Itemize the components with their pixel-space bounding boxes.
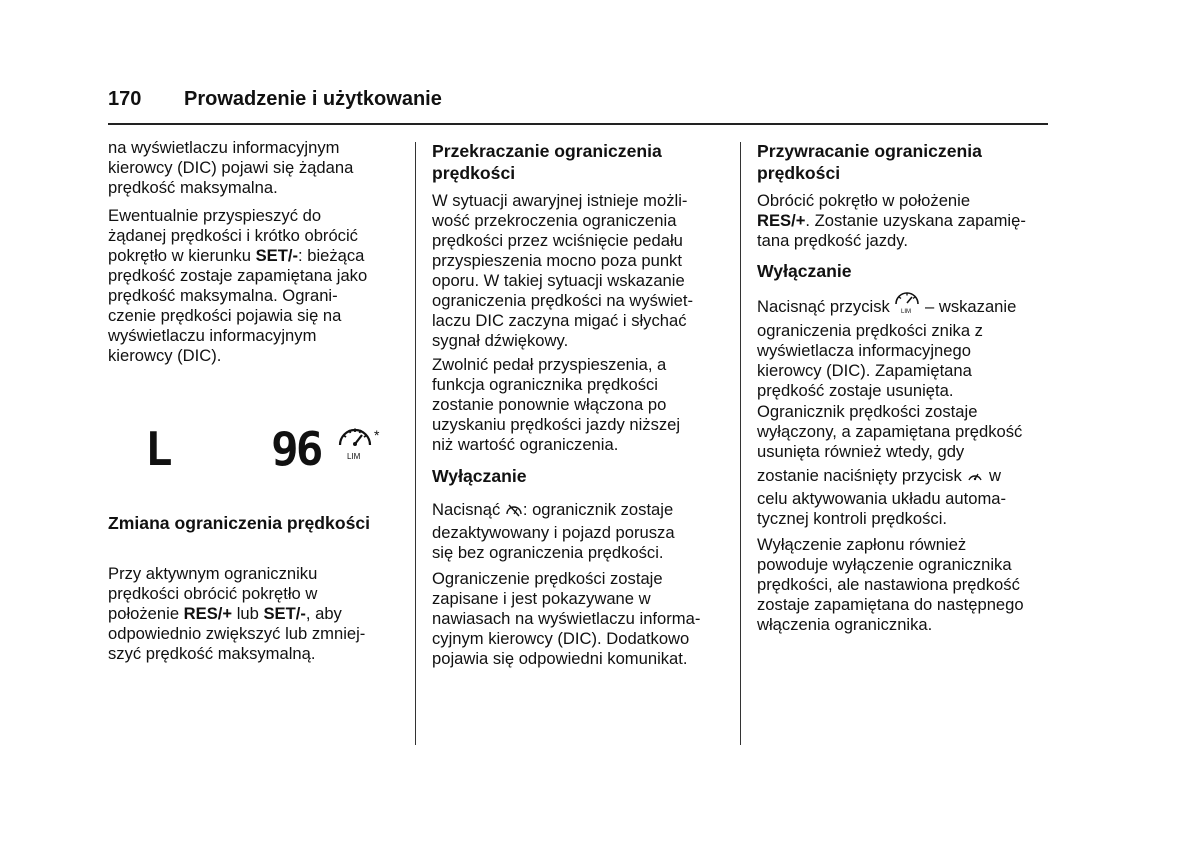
text-line: żądanej prędkości i krótko obrócić [108, 226, 358, 245]
text-span: w [984, 466, 1001, 485]
text-line: Ograniczenie prędkości zostaje [432, 569, 663, 588]
text-line [432, 500, 675, 523]
text-line: Obrócić pokrętło w położenie [757, 191, 971, 210]
speed-limiter-icon [340, 429, 370, 447]
text-span: : ogranicznik zostaje [522, 500, 674, 519]
section-heading [432, 140, 662, 184]
text-line: wyświetlaczu informacyjnym [108, 326, 317, 345]
text-line: prędkości przez wciśnięcie pedału [432, 231, 683, 250]
cruise-control-icon [966, 468, 984, 489]
text-line: tana prędkość jazdy. [757, 231, 908, 250]
column-divider [415, 142, 416, 745]
text-line: tycznej kontroli prędkości. [757, 509, 947, 528]
text-line: Wyłączenie zapłonu również [757, 535, 967, 554]
paragraph [757, 535, 1024, 635]
text-line: oporu. W takiej sytuacji wskazanie [432, 271, 685, 290]
text-line: prędkość maksymalna. Ograni- [108, 286, 338, 305]
text-line: prędkość maksymalna. [108, 178, 278, 197]
section-heading [108, 512, 370, 534]
text-line: celu aktywowania układu automa- [757, 489, 1007, 508]
paragraph [757, 290, 1016, 401]
header-rule [108, 123, 1048, 125]
text-line: przyspieszenia mocno poza punkt [432, 251, 682, 270]
dic-display [145, 424, 390, 470]
text-line: ograniczenia prędkości znika z [757, 321, 983, 340]
heading-text: prędkości [432, 163, 516, 183]
heading-text: Przekraczanie ograniczenia [432, 141, 662, 161]
heading-text: Wyłączanie [432, 466, 527, 486]
dic-speed-value: 96 [271, 424, 321, 470]
text-line: niż wartość ograniczenia. [432, 435, 619, 454]
paragraph [432, 355, 680, 455]
text-line: kierowcy (DIC) pojawi się żądana [108, 158, 354, 177]
control-label-set: SET/- [263, 604, 306, 623]
text-line: się bez ograniczenia prędkości. [432, 543, 664, 562]
text-line: powoduje wyłączenie ogranicznika [757, 555, 1012, 574]
text-line: włączenia ogranicznika. [757, 615, 933, 634]
text-span: , aby [305, 604, 342, 623]
text-line: laczu DIC zaczyna migać i słychać [432, 311, 687, 330]
text-line: ograniczenia prędkości na wyświet- [432, 291, 694, 310]
page-title: Prowadzenie i użytkowanie [184, 88, 442, 110]
text-span: Nacisnąć przycisk [757, 297, 895, 316]
dic-mode-letter: L [145, 424, 173, 470]
text-span: położenie [108, 604, 184, 623]
text-line: W sytuacji awaryjnej istnieje możli- [432, 191, 688, 210]
heading-text: Przywracanie ograniczenia [757, 141, 982, 161]
heading-text: Zmiana ograniczenia prędkości [108, 513, 371, 533]
text-line: funkcja ogranicznika prędkości [432, 375, 658, 394]
text-line: nawiasach na wyświetlaczu informa- [432, 609, 701, 628]
text-span: Nacisnąć [432, 500, 505, 519]
text-line [757, 466, 1022, 489]
text-line: wość przekroczenia ograniczenia [432, 211, 677, 230]
text-line: cyjnym kierowcy (DIC). Dodatkowo [432, 629, 690, 648]
text-line: zostanie ponownie włączona po [432, 395, 667, 414]
paragraph [432, 191, 693, 351]
text-line: prędkości, ale nastawiona prędkość [757, 575, 1020, 594]
text-line: czenie prędkości pojawia się na [108, 306, 342, 325]
text-line: pojawia się odpowiedni komunikat. [432, 649, 688, 668]
control-label-set: SET/- [255, 246, 298, 265]
paragraph [108, 138, 353, 198]
paragraph [757, 191, 1026, 251]
control-label-res: RES/+ [183, 604, 233, 623]
speed-limiter-cancel-icon [505, 502, 523, 523]
section-heading [432, 465, 527, 487]
text-line: Ogranicznik prędkości zostaje [757, 402, 978, 421]
text-line: wyłączony, a zapamiętana prędkość [757, 422, 1023, 441]
text-span: zostanie naciśnięty przycisk [757, 466, 967, 485]
text-line: dezaktywowany i pojazd porusza [432, 523, 675, 542]
text-line: usunięta również wtedy, gdy [757, 442, 965, 461]
paragraph [432, 569, 700, 669]
text-line: wyświetlacza informacyjnego [757, 341, 971, 360]
control-label-res: RES/+ [757, 211, 806, 230]
text-line: uzyskaniu prędkości jazdy niższej [432, 415, 681, 434]
section-heading [757, 140, 982, 184]
text-line: Ewentualnie przyspieszyć do [108, 206, 322, 225]
text-span: – wskazanie [920, 297, 1017, 316]
text-line: sygnał dźwiękowy. [432, 331, 569, 350]
text-line: zostaje zapamiętana do następnego [757, 595, 1024, 614]
text-line: prędkości obrócić pokrętło w [108, 584, 318, 603]
dic-star: * [374, 427, 380, 443]
heading-text: Wyłączanie [757, 261, 852, 281]
paragraph [108, 206, 367, 366]
text-span: lub [232, 604, 264, 623]
svg-text:LIM: LIM [901, 309, 912, 314]
text-line: kierowcy (DIC). Zapamiętana [757, 361, 972, 380]
speed-limiter-icon [894, 290, 920, 321]
text-line: Przy aktywnym ograniczniku [108, 564, 318, 583]
text-line: prędkość zostaje zapamiętana jako [108, 266, 368, 285]
text-line: prędkość zostaje usunięta. [757, 381, 954, 400]
text-line: odpowiednio zwiększyć lub zmniej- [108, 624, 366, 643]
paragraph [432, 500, 675, 563]
text-line: Zwolnić pedał przyspieszenia, a [432, 355, 667, 374]
text-line [108, 604, 365, 624]
section-heading [757, 260, 852, 282]
text-line [757, 290, 1016, 321]
text-line [108, 246, 367, 266]
paragraph [108, 564, 365, 664]
paragraph [757, 402, 1022, 529]
column-divider [740, 142, 741, 745]
text-span: pokrętło w kierunku [108, 246, 256, 265]
text-line: szyć prędkość maksymalną. [108, 644, 316, 663]
page-number: 170 [108, 88, 142, 110]
text-span: : bieżąca [298, 246, 365, 265]
text-line: kierowcy (DIC). [108, 346, 222, 365]
text-span: . Zostanie uzyskana zapamię- [805, 211, 1026, 230]
lim-label: LIM [347, 452, 361, 461]
text-line [757, 211, 1026, 231]
dic-display-graphic [145, 424, 390, 470]
text-line: na wyświetlaczu informacyjnym [108, 138, 340, 157]
text-line: zapisane i jest pokazywane w [432, 589, 651, 608]
heading-text: prędkości [757, 163, 841, 183]
